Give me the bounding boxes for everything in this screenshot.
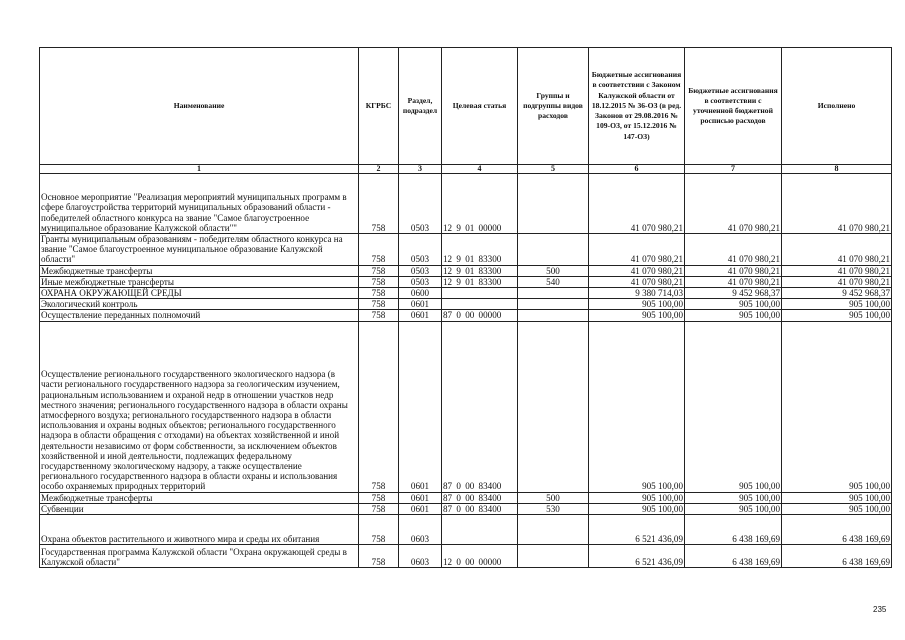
row-target: 12 0 00 00000 <box>442 545 518 568</box>
row-executed-amount: 41 070 980,21 <box>782 265 892 276</box>
row-group: 540 <box>518 276 589 287</box>
header-name: Наименование <box>40 48 359 165</box>
row-refined-amount: 905 100,00 <box>685 299 782 310</box>
row-executed-amount: 41 070 980,21 <box>782 174 892 234</box>
table-row <box>40 492 892 503</box>
row-law-amount: 41 070 980,21 <box>589 234 685 266</box>
page-number: 235 <box>873 605 887 614</box>
row-executed-amount: 905 100,00 <box>782 310 892 321</box>
row-group <box>518 545 589 568</box>
row-name: Государственная программа Калужской области "Охрана окружающей среды в Калужской области" <box>40 545 359 568</box>
row-kgrbs: 758 <box>359 288 399 299</box>
row-kgrbs: 758 <box>359 310 399 321</box>
row-name: Иные межбюджетные трансферты <box>40 276 359 287</box>
row-executed-amount: 9 452 968,37 <box>782 288 892 299</box>
header-executed: Исполнено <box>782 48 892 165</box>
row-name: Осуществление регионального государственного экологического надзора (в части регионального государственного надзора за геологическим изучением, рациональным использованием и охраной недр в отношении участков недр местного значения; регионального государственного надзора в области охраны атмосферного воздуха; регионального государственного надзора в области использования и охраны водных объектов; регионального государственного надзора в области обращения с отходами) на объектах хозяйственной и иной деятельности независимо от форм собственности, за исключением объектов хозяйственной и иной деятельности, подлежащих федеральному государственному экологическому надзору, а также осуществление регионального государственного надзора в области охраны и использования особо охраняемых природных территорий <box>40 321 359 492</box>
header-kgrbs: КГРБС <box>359 48 399 165</box>
row-group <box>518 515 589 545</box>
row-refined-amount: 905 100,00 <box>685 503 782 514</box>
row-refined-amount: 41 070 980,21 <box>685 234 782 266</box>
table-row <box>40 515 892 545</box>
row-refined-amount: 905 100,00 <box>685 310 782 321</box>
column-number: 8 <box>782 165 892 174</box>
row-group <box>518 174 589 234</box>
table-row <box>40 174 892 234</box>
row-law-amount: 905 100,00 <box>589 310 685 321</box>
row-target: 12 9 01 00000 <box>442 174 518 234</box>
row-law-amount: 6 521 436,09 <box>589 545 685 568</box>
column-number: 5 <box>518 165 589 174</box>
row-kgrbs: 758 <box>359 174 399 234</box>
row-target: 12 9 01 83300 <box>442 276 518 287</box>
row-group: 500 <box>518 492 589 503</box>
table-row <box>40 321 892 492</box>
row-name: Экологический контроль <box>40 299 359 310</box>
row-law-amount: 41 070 980,21 <box>589 265 685 276</box>
row-target: 87 0 00 00000 <box>442 310 518 321</box>
header-target: Целевая статья <box>442 48 518 165</box>
row-target: 87 0 00 83400 <box>442 492 518 503</box>
row-group <box>518 288 589 299</box>
header-row <box>40 48 892 165</box>
row-law-amount: 905 100,00 <box>589 492 685 503</box>
row-law-amount: 41 070 980,21 <box>589 174 685 234</box>
row-razdel: 0601 <box>399 503 442 514</box>
row-kgrbs: 758 <box>359 265 399 276</box>
header-groups: Группы и подгруппы видов расходов <box>518 48 589 165</box>
row-razdel: 0601 <box>399 310 442 321</box>
row-executed-amount: 905 100,00 <box>782 492 892 503</box>
row-target: 12 9 01 83300 <box>442 234 518 266</box>
table-row <box>40 310 892 321</box>
row-refined-amount: 9 452 968,37 <box>685 288 782 299</box>
column-number-row <box>40 165 892 174</box>
table-row <box>40 288 892 299</box>
row-kgrbs: 758 <box>359 321 399 492</box>
row-executed-amount: 905 100,00 <box>782 299 892 310</box>
row-name: Основное мероприятие "Реализация мероприятий муниципальных программ в сфере благоустройства территорий муниципальных образований области - победителей областного конкурса на звание "Самое благоустроенное муниципальное образование Калужской области"" <box>40 174 359 234</box>
row-group <box>518 321 589 492</box>
row-law-amount: 41 070 980,21 <box>589 276 685 287</box>
row-executed-amount: 905 100,00 <box>782 503 892 514</box>
row-target: 87 0 00 83400 <box>442 503 518 514</box>
row-refined-amount: 6 438 169,69 <box>685 545 782 568</box>
row-group <box>518 310 589 321</box>
row-law-amount: 6 521 436,09 <box>589 515 685 545</box>
row-law-amount: 9 380 714,03 <box>589 288 685 299</box>
row-executed-amount: 41 070 980,21 <box>782 234 892 266</box>
row-refined-amount: 6 438 169,69 <box>685 515 782 545</box>
row-group: 530 <box>518 503 589 514</box>
header-refined-assignments: Бюджетные ассигнования в соответствии с уточненной бюджетной росписью расходов <box>685 48 782 165</box>
row-executed-amount: 41 070 980,21 <box>782 276 892 287</box>
row-target <box>442 515 518 545</box>
row-law-amount: 905 100,00 <box>589 503 685 514</box>
row-law-amount: 905 100,00 <box>589 321 685 492</box>
table-body <box>40 174 892 568</box>
row-law-amount: 905 100,00 <box>589 299 685 310</box>
table-row <box>40 276 892 287</box>
column-number: 1 <box>40 165 359 174</box>
row-razdel: 0600 <box>399 288 442 299</box>
table-row <box>40 299 892 310</box>
row-refined-amount: 905 100,00 <box>685 492 782 503</box>
column-number: 3 <box>399 165 442 174</box>
row-kgrbs: 758 <box>359 299 399 310</box>
table-row <box>40 545 892 568</box>
row-razdel: 0601 <box>399 492 442 503</box>
row-name: Охрана объектов растительного и животного мира и среды их обитания <box>40 515 359 545</box>
column-number: 6 <box>589 165 685 174</box>
column-number: 2 <box>359 165 399 174</box>
row-group: 500 <box>518 265 589 276</box>
row-kgrbs: 758 <box>359 234 399 266</box>
row-target <box>442 299 518 310</box>
row-kgrbs: 758 <box>359 492 399 503</box>
budget-execution-table <box>39 47 892 568</box>
row-razdel: 0503 <box>399 174 442 234</box>
column-number: 4 <box>442 165 518 174</box>
row-name: ОХРАНА ОКРУЖАЮЩЕЙ СРЕДЫ <box>40 288 359 299</box>
column-number: 7 <box>685 165 782 174</box>
row-kgrbs: 758 <box>359 503 399 514</box>
table-row <box>40 503 892 514</box>
row-name: Межбюджетные трансферты <box>40 265 359 276</box>
row-razdel: 0601 <box>399 321 442 492</box>
row-refined-amount: 41 070 980,21 <box>685 265 782 276</box>
row-executed-amount: 6 438 169,69 <box>782 515 892 545</box>
row-name: Гранты муниципальным образованиям - победителям областного конкурса на звание "Самое благоустроенное муниципальное образование Калужской области" <box>40 234 359 266</box>
row-executed-amount: 905 100,00 <box>782 321 892 492</box>
row-razdel: 0603 <box>399 515 442 545</box>
row-razdel: 0503 <box>399 265 442 276</box>
row-refined-amount: 905 100,00 <box>685 321 782 492</box>
header-law-assignments: Бюджетные ассигнования в соответствии с Законом Калужской области от 18.12.2015 № 36-ОЗ (в ред. Законов от 29.08.2016 № 109-ОЗ, от 15.12.2016 № 147-ОЗ) <box>589 48 685 165</box>
row-target: 87 0 00 83400 <box>442 321 518 492</box>
row-group <box>518 299 589 310</box>
row-name: Межбюджетные трансферты <box>40 492 359 503</box>
row-refined-amount: 41 070 980,21 <box>685 174 782 234</box>
row-refined-amount: 41 070 980,21 <box>685 276 782 287</box>
row-kgrbs: 758 <box>359 545 399 568</box>
header-razdel: Раздел, подраздел <box>399 48 442 165</box>
table-row <box>40 234 892 266</box>
row-target: 12 9 01 83300 <box>442 265 518 276</box>
row-razdel: 0503 <box>399 276 442 287</box>
row-kgrbs: 758 <box>359 276 399 287</box>
row-group <box>518 234 589 266</box>
row-name: Осуществление переданных полномочий <box>40 310 359 321</box>
row-executed-amount: 6 438 169,69 <box>782 545 892 568</box>
row-name: Субвенции <box>40 503 359 514</box>
row-razdel: 0601 <box>399 299 442 310</box>
row-target <box>442 288 518 299</box>
row-kgrbs: 758 <box>359 515 399 545</box>
row-razdel: 0603 <box>399 545 442 568</box>
row-razdel: 0503 <box>399 234 442 266</box>
table-row <box>40 265 892 276</box>
